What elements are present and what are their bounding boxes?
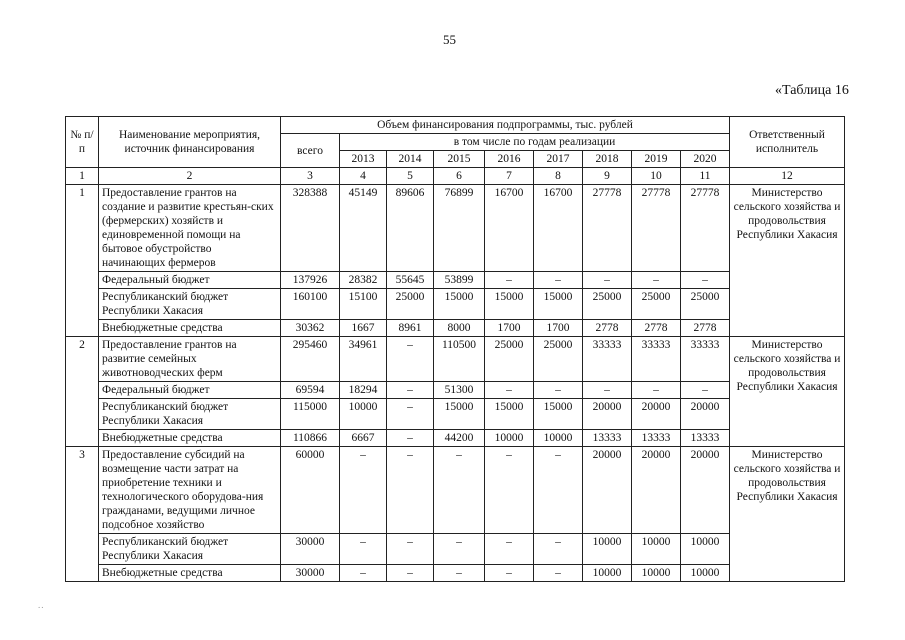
value-total: 60000: [281, 447, 340, 534]
value-year: 13333: [681, 430, 730, 447]
item-name: Предоставление грантов на создание и развитие крестьян-ских (фермерских) хозяйств и единовременной помощи на бытовое обустройство начинающих фермеров: [99, 185, 281, 272]
item-name: Республиканский бюджет Республики Хакасия: [99, 534, 281, 565]
value-year: –: [387, 337, 434, 382]
item-number: 2: [66, 337, 99, 447]
value-year: 15000: [434, 399, 485, 430]
column-number: 3: [281, 168, 340, 185]
value-year: –: [632, 272, 681, 289]
table-caption: «Таблица 16: [775, 83, 849, 98]
value-year: –: [485, 534, 534, 565]
value-year: 20000: [583, 447, 632, 534]
responsible-executor: Министерство сельского хозяйства и продовольствия Республики Хакасия: [730, 447, 845, 582]
column-number: 8: [534, 168, 583, 185]
value-year: 15000: [534, 289, 583, 320]
value-year: –: [632, 382, 681, 399]
value-total: 160100: [281, 289, 340, 320]
value-year: 25000: [632, 289, 681, 320]
responsible-executor: Министерство сельского хозяйства и продовольствия Республики Хакасия: [730, 185, 845, 337]
value-year: 10000: [583, 534, 632, 565]
value-year: –: [387, 430, 434, 447]
value-year: –: [485, 447, 534, 534]
value-year: –: [534, 272, 583, 289]
value-year: –: [387, 534, 434, 565]
value-year: 20000: [681, 447, 730, 534]
value-year: 20000: [681, 399, 730, 430]
value-total: 30000: [281, 534, 340, 565]
table-row: [66, 447, 845, 534]
value-year: 25000: [485, 337, 534, 382]
value-year: 1700: [534, 320, 583, 337]
page-number: 55: [443, 32, 456, 47]
header-year: 2017: [534, 151, 583, 168]
value-year: 25000: [583, 289, 632, 320]
value-year: 6667: [340, 430, 387, 447]
value-total: 110866: [281, 430, 340, 447]
value-year: 8000: [434, 320, 485, 337]
value-year: –: [387, 447, 434, 534]
value-year: 44200: [434, 430, 485, 447]
item-name: Внебюджетные средства: [99, 320, 281, 337]
value-year: 25000: [387, 289, 434, 320]
value-total: 115000: [281, 399, 340, 430]
item-name: Федеральный бюджет: [99, 272, 281, 289]
value-year: 25000: [681, 289, 730, 320]
value-year: 10000: [340, 399, 387, 430]
item-name: Внебюджетные средства: [99, 565, 281, 582]
item-number: 1: [66, 185, 99, 337]
column-number: 6: [434, 168, 485, 185]
item-name: Предоставление субсидий на возмещение части затрат на приобретение техники и технологического оборудова-ния гражданами, ведущими личное подсобное хозяйство: [99, 447, 281, 534]
value-year: 2778: [632, 320, 681, 337]
column-number: 12: [730, 168, 845, 185]
financing-table: [65, 116, 845, 582]
value-year: 51300: [434, 382, 485, 399]
header-year: 2019: [632, 151, 681, 168]
value-year: 110500: [434, 337, 485, 382]
value-year: –: [534, 447, 583, 534]
value-year: –: [387, 382, 434, 399]
value-year: 15100: [340, 289, 387, 320]
value-year: 33333: [681, 337, 730, 382]
value-year: 2778: [681, 320, 730, 337]
table-row: [66, 565, 845, 582]
value-year: –: [485, 565, 534, 582]
value-year: –: [681, 382, 730, 399]
value-year: 10000: [681, 534, 730, 565]
value-year: –: [434, 447, 485, 534]
item-name: Внебюджетные средства: [99, 430, 281, 447]
value-year: 1700: [485, 320, 534, 337]
value-year: –: [340, 447, 387, 534]
column-number: 11: [681, 168, 730, 185]
column-number: 10: [632, 168, 681, 185]
value-year: 27778: [632, 185, 681, 272]
value-year: 10000: [681, 565, 730, 582]
header-year: 2015: [434, 151, 485, 168]
value-year: 45149: [340, 185, 387, 272]
value-year: –: [583, 272, 632, 289]
value-year: 13333: [583, 430, 632, 447]
table-row: [66, 534, 845, 565]
value-year: –: [434, 534, 485, 565]
value-year: 34961: [340, 337, 387, 382]
header-year: 2018: [583, 151, 632, 168]
value-year: –: [434, 565, 485, 582]
table-row: [66, 185, 845, 272]
header-year: 2020: [681, 151, 730, 168]
value-year: –: [387, 565, 434, 582]
header-num: № п/п: [66, 117, 99, 168]
scan-mark: ..: [38, 600, 45, 610]
table-row: [66, 382, 845, 399]
value-total: 295460: [281, 337, 340, 382]
value-year: –: [387, 399, 434, 430]
item-name: Республиканский бюджет Республики Хакасия: [99, 289, 281, 320]
value-year: 10000: [583, 565, 632, 582]
header-volume: Объем финансирования подпрограммы, тыс. рублей: [281, 117, 730, 134]
item-name: Федеральный бюджет: [99, 382, 281, 399]
value-year: 89606: [387, 185, 434, 272]
value-year: –: [534, 565, 583, 582]
value-year: 55645: [387, 272, 434, 289]
value-year: –: [583, 382, 632, 399]
value-year: 10000: [632, 565, 681, 582]
value-year: 15000: [485, 289, 534, 320]
item-name: Предоставление грантов на развитие семейных животноводческих ферм: [99, 337, 281, 382]
value-year: 27778: [583, 185, 632, 272]
value-year: 13333: [632, 430, 681, 447]
value-year: 16700: [485, 185, 534, 272]
value-total: 30000: [281, 565, 340, 582]
column-number: 2: [99, 168, 281, 185]
value-year: 76899: [434, 185, 485, 272]
value-year: 25000: [534, 337, 583, 382]
column-number: 5: [387, 168, 434, 185]
header-total: всего: [281, 134, 340, 168]
item-name: Республиканский бюджет Республики Хакасия: [99, 399, 281, 430]
value-total: 137926: [281, 272, 340, 289]
value-year: 27778: [681, 185, 730, 272]
column-number: 4: [340, 168, 387, 185]
column-number: 1: [66, 168, 99, 185]
value-year: 28382: [340, 272, 387, 289]
table-row: [66, 399, 845, 430]
table-row: [66, 430, 845, 447]
header-responsible: Ответственный исполнитель: [730, 117, 845, 168]
value-year: 15000: [534, 399, 583, 430]
value-year: 15000: [434, 289, 485, 320]
value-year: 20000: [632, 447, 681, 534]
value-year: 33333: [632, 337, 681, 382]
value-year: 8961: [387, 320, 434, 337]
table-row: [66, 337, 845, 382]
value-year: 10000: [632, 534, 681, 565]
table-row: [66, 320, 845, 337]
value-year: –: [340, 534, 387, 565]
value-year: 2778: [583, 320, 632, 337]
value-year: 1667: [340, 320, 387, 337]
value-year: –: [534, 382, 583, 399]
responsible-executor: Министерство сельского хозяйства и продовольствия Республики Хакасия: [730, 337, 845, 447]
item-number: 3: [66, 447, 99, 582]
header-year: 2013: [340, 151, 387, 168]
value-year: –: [534, 534, 583, 565]
header-year: 2014: [387, 151, 434, 168]
value-year: –: [681, 272, 730, 289]
value-year: 20000: [632, 399, 681, 430]
value-year: 18294: [340, 382, 387, 399]
value-year: 15000: [485, 399, 534, 430]
value-year: –: [340, 565, 387, 582]
value-total: 69594: [281, 382, 340, 399]
table-row: [66, 289, 845, 320]
value-year: 20000: [583, 399, 632, 430]
column-number: 7: [485, 168, 534, 185]
value-year: –: [485, 272, 534, 289]
header-name: Наименование мероприятия, источник финансирования: [99, 117, 281, 168]
value-year: 33333: [583, 337, 632, 382]
value-year: 16700: [534, 185, 583, 272]
header-year: 2016: [485, 151, 534, 168]
value-year: 53899: [434, 272, 485, 289]
value-total: 328388: [281, 185, 340, 272]
value-year: 10000: [534, 430, 583, 447]
value-year: –: [485, 382, 534, 399]
column-number: 9: [583, 168, 632, 185]
value-total: 30362: [281, 320, 340, 337]
header-by-years: в том числе по годам реализации: [340, 134, 730, 151]
table-row: [66, 272, 845, 289]
value-year: 10000: [485, 430, 534, 447]
